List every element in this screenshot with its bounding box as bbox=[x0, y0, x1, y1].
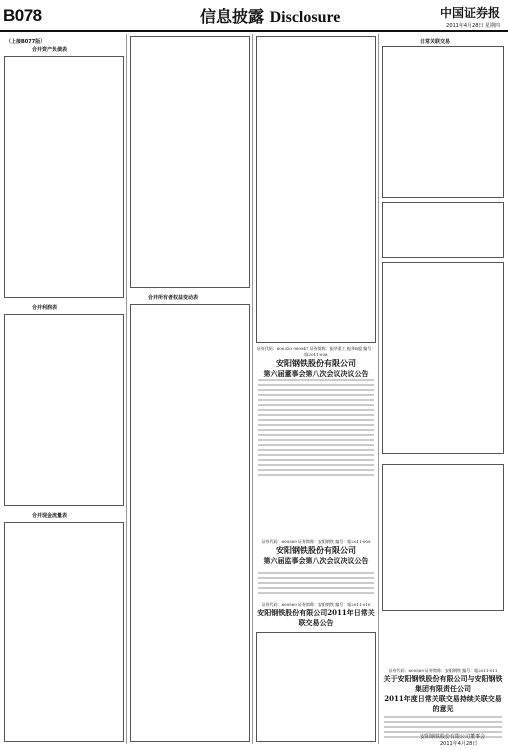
notice-body-line bbox=[258, 587, 374, 589]
notice-body-line bbox=[258, 474, 374, 476]
equity-change-table bbox=[130, 304, 250, 742]
notice-body-line bbox=[258, 449, 374, 451]
page-header bbox=[0, 0, 508, 30]
notice-body-line bbox=[384, 721, 502, 723]
notice-body-line bbox=[258, 404, 374, 406]
notice-company: 关于安阳钢铁股份有限公司与安阳钢铁集团有限责任公司 bbox=[383, 674, 503, 693]
balance-sheet-title: 合并资产负债表 bbox=[32, 47, 68, 53]
notice-body-line bbox=[384, 716, 502, 718]
notice-body-line bbox=[258, 409, 374, 411]
independent-opinion-notice bbox=[382, 668, 504, 714]
header-rule bbox=[0, 30, 508, 32]
title-chinese: 信息披露 bbox=[200, 7, 265, 26]
notice-body-line bbox=[258, 444, 374, 446]
cash-flow-table bbox=[4, 522, 124, 742]
related-tx-detail-table bbox=[382, 202, 504, 258]
notice-body-line bbox=[258, 399, 374, 401]
notice-company: 安阳钢铁股份有限公司2011年日常关联交易公告 bbox=[257, 608, 375, 627]
title-english: Disclosure bbox=[269, 9, 341, 26]
related-party-table bbox=[382, 262, 504, 454]
notice-body-line bbox=[258, 379, 374, 381]
notice-body-line bbox=[258, 454, 374, 456]
transaction-amount-table bbox=[382, 464, 504, 611]
footer-date: 2011年4月28日 bbox=[440, 741, 478, 747]
notice-body-line bbox=[258, 384, 374, 386]
board-resolution-notice bbox=[256, 346, 376, 379]
related-transaction-table bbox=[256, 632, 376, 742]
cash-flow-title: 合并现金流量表 bbox=[32, 513, 68, 519]
notice-title: 2011年度日常关联交易持续关联交易的意见 bbox=[384, 694, 502, 713]
income-statement-title: 合并利润表 bbox=[32, 305, 58, 311]
notice-company: 安阳钢铁股份有限公司 bbox=[276, 358, 356, 368]
notice-title: 第六届监事会第八次会议决议公告 bbox=[263, 556, 369, 565]
column-related-transactions bbox=[380, 34, 506, 744]
equity-change-title: 合并所有者权益变动表 bbox=[148, 295, 199, 301]
notice-body-line bbox=[258, 459, 374, 461]
notice-body-line bbox=[258, 389, 374, 391]
notice-code: 证券代码：600320 900947 证券简称：振华重工 振华B股 编号：临2011-008 bbox=[256, 346, 376, 357]
notice-body-line bbox=[258, 429, 374, 431]
notice-body-line bbox=[258, 424, 374, 426]
notice-body-line bbox=[258, 469, 374, 471]
column-equity-and-notices bbox=[254, 34, 379, 744]
notice-body-line bbox=[258, 419, 374, 421]
balance-sheet-table bbox=[4, 56, 124, 298]
footer-signature: 安阳钢铁股份有限公司董事会 bbox=[420, 734, 486, 740]
supervisory-resolution-notice bbox=[256, 539, 376, 566]
related-tx-title: 日常关联交易 bbox=[420, 39, 451, 45]
newspaper-brand: 中国证券报 bbox=[439, 6, 500, 20]
notice-body-line bbox=[258, 394, 374, 396]
equity-change-continued-table bbox=[256, 36, 376, 343]
notice-body-line bbox=[258, 572, 374, 574]
page-title bbox=[200, 4, 340, 27]
issue-date: 2011年4月28日 星期四 bbox=[446, 23, 500, 29]
notice-code: 证券代码：600569 证券简称：安阳钢铁 编号：临2011-010 bbox=[261, 602, 371, 607]
column-cash-flow-continued bbox=[128, 34, 253, 744]
page-number: B078 bbox=[3, 6, 42, 25]
notice-body-line bbox=[258, 464, 374, 466]
related-tx-table bbox=[382, 46, 504, 198]
related-transaction-notice bbox=[256, 602, 376, 628]
notice-body-line bbox=[258, 577, 374, 579]
notice-body-line bbox=[258, 434, 374, 436]
column-financial-statements bbox=[2, 34, 127, 744]
income-statement-table bbox=[4, 314, 124, 506]
notice-company: 安阳钢铁股份有限公司 bbox=[276, 545, 356, 555]
cash-flow-continued-table bbox=[130, 36, 250, 288]
notice-body-line bbox=[258, 592, 374, 594]
notice-body-line bbox=[384, 726, 502, 728]
notice-body-line bbox=[258, 439, 374, 441]
notice-code: 证券代码：600569 证券简称：安阳钢铁 编号：临2011-011 bbox=[388, 668, 498, 673]
notice-title: 第六届董事会第八次会议决议公告 bbox=[263, 369, 369, 378]
notice-code: 证券代码：600569 证券简称：安阳钢铁 编号：临2011-009 bbox=[261, 539, 371, 544]
notice-body-line bbox=[258, 582, 374, 584]
continuation-label: （上接B077版） bbox=[6, 39, 46, 45]
notice-body-line bbox=[258, 414, 374, 416]
